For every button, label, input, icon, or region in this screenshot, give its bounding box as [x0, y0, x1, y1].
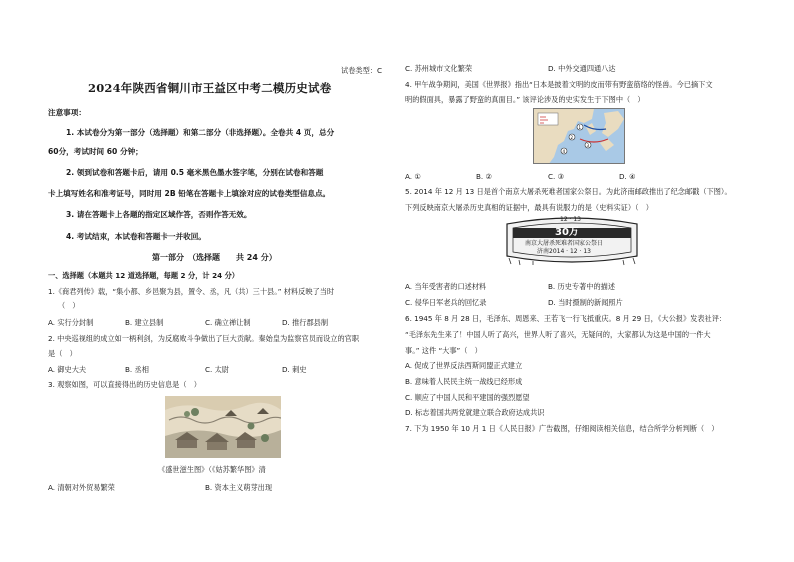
notice-item-2-cont: 卡上填写姓名和准考证号，同时用 2B 铅笔在答题卡上填涂对应的试卷类型信息点。 — [48, 189, 331, 198]
q5-stem-cont: 下列反映南京大屠杀历史真相的证据中，最具有说服力的是（史料实证）（ ） — [405, 203, 653, 212]
q6-option-a: A. 促成了世界反法西斯同盟正式建立 — [405, 361, 523, 370]
notice-item-2: 2. 领到试卷和答题卡后，请用 0.5 毫米黑色墨水签字笔，分别在试卷和答题 — [66, 168, 324, 177]
page-title: 2024年陕西省铜川市王益区中考二模历史试卷 — [88, 81, 332, 95]
q1-option-a: A. 实行分封制 — [48, 318, 94, 327]
notice-item-4: 4. 考试结束，本试卷和答题卡一并收回。 — [66, 232, 206, 241]
q1-option-c: C. 确立禅让制 — [205, 318, 251, 327]
part1-heading: 第一部分 （选择题 共 24 分） — [152, 253, 277, 262]
q4-option-c: C. ③ — [548, 172, 565, 181]
notice-item-1: 1. 本试卷分为第一部分（选择题）和第二部分（非选择题）。全卷共 4 页，总分 — [66, 128, 335, 137]
svg-text:1: 1 — [578, 125, 582, 130]
notice-item-3: 3. 请在答题卡上各题的指定区域作答，否则作答无效。 — [66, 210, 252, 219]
notice-heading: 注意事项： — [48, 108, 86, 117]
q6-stem-cont-2: 事。” 这件 “大事”（ ） — [405, 346, 482, 355]
q6-option-c: C. 顺应了中国人民和平建国的强烈愿望 — [405, 393, 530, 402]
q2-option-a: A. 御史大夫 — [48, 365, 87, 374]
q7-stem: 7. 下为 1950 年 10 月 1 日《人民日报》广告截图，仔细阅读相关信息，结合所学分析判断（ ） — [405, 424, 719, 433]
q2-stem: 2. 中央巡视组的成立如一柄利剑，为反腐败斗争做出了巨大贡献。秦始皇为监察官员而设立的官职 — [48, 334, 360, 343]
q6-option-d: D. 标志着国共两党就建立联合政府达成共识 — [405, 408, 545, 417]
q3-stem: 3. 观察如图，可以直接得出的历史信息是（ ） — [48, 380, 201, 389]
q4-stem-cont: 明的假面具，暴露了野蛮的真面目。” 该评论涉及的史实发生于下图中（ ） — [405, 95, 645, 104]
q1-stem: 1.《商君列传》载，“集小都、乡邑聚为县，置令、丞，凡（共）三十县。” 材料反映了当时 — [48, 287, 335, 296]
svg-text:3: 3 — [586, 143, 590, 148]
q2-option-b: B. 丞相 — [125, 365, 149, 374]
q4-option-d: D. ④ — [619, 172, 636, 181]
q6-stem: 6. 1945 年 8 月 28 日，毛泽东、周恩来、王若飞一行飞抵重庆。8 月 29 日，《大公报》发表社评： — [405, 314, 727, 323]
q6-option-b: B. 意味着人民民主统一战线已经形成 — [405, 377, 523, 386]
battle-map-icon — [534, 109, 625, 164]
q3-option-c: C. 苏州城市文化繁荣 — [405, 64, 473, 73]
q4-option-b: B. ② — [476, 172, 492, 181]
q3-option-b: B. 资本主义萌芽出现 — [205, 483, 273, 492]
svg-text:4: 4 — [562, 149, 566, 154]
stamp-line-2: 济南2014 · 12 · 13 — [537, 248, 591, 255]
q3-option-a: A. 清朝对外贸易繁荣 — [48, 483, 115, 492]
q1-option-b: B. 建立县制 — [125, 318, 164, 327]
q2-option-c: C. 太尉 — [205, 365, 229, 374]
stamp-line-1: 南京大屠杀死难者国家公祭日 — [525, 240, 604, 247]
q1-option-d: D. 推行郡县制 — [282, 318, 329, 327]
q4-option-a: A. ① — [405, 172, 421, 181]
q5-option-c: C. 侵华日军老兵的回忆录 — [405, 298, 487, 307]
postmark-stamp — [503, 214, 641, 266]
q5-option-d: D. 当时摄制的新闻照片 — [548, 298, 623, 307]
painting-image — [165, 396, 281, 458]
ancient-painting-icon — [165, 396, 281, 458]
exam-type-label: 试卷类型：C — [341, 66, 382, 75]
q6-stem-cont: “毛泽东先生来了！中国人听了高兴，世界人听了喜兴，无疑问的，大家都认为这是中国的一件大 — [405, 330, 711, 339]
stamp-number: 30万 — [555, 227, 579, 238]
svg-text:2: 2 — [570, 135, 574, 140]
q3-caption: 《盛世滋生图》（《姑苏繁华图》清 — [158, 465, 266, 474]
stamp-date: 12 · 13 — [560, 216, 581, 223]
q2-stem-cont: 是（ ） — [48, 349, 77, 358]
part1-intro: 一、选择题（本题共 12 道选择题，每题 2 分，计 24 分） — [48, 271, 239, 280]
q5-option-b: B. 历史专著中的描述 — [548, 282, 616, 291]
q3-option-d: D. 中外交通四通八达 — [548, 64, 616, 73]
q5-option-a: A. 当年受害者的口述材料 — [405, 282, 487, 291]
q4-stem: 4. 甲午战争期间，美国《世界报》指出“日本是披着文明的皮而带有野蛮筋络的怪兽。今已摘下文 — [405, 80, 713, 89]
q2-option-d: D. 刺史 — [282, 365, 307, 374]
q1-stem-cont: （ ） — [58, 301, 80, 310]
battle-map — [533, 108, 625, 164]
q5-stem: 5. 2014 年 12 月 13 日是首个南京大屠杀死难者国家公祭日。为此济南邮政推出了纪念邮戳（下图）。 — [405, 187, 732, 196]
notice-item-1-cont: 60分，考试时间 60 分钟； — [48, 147, 143, 156]
